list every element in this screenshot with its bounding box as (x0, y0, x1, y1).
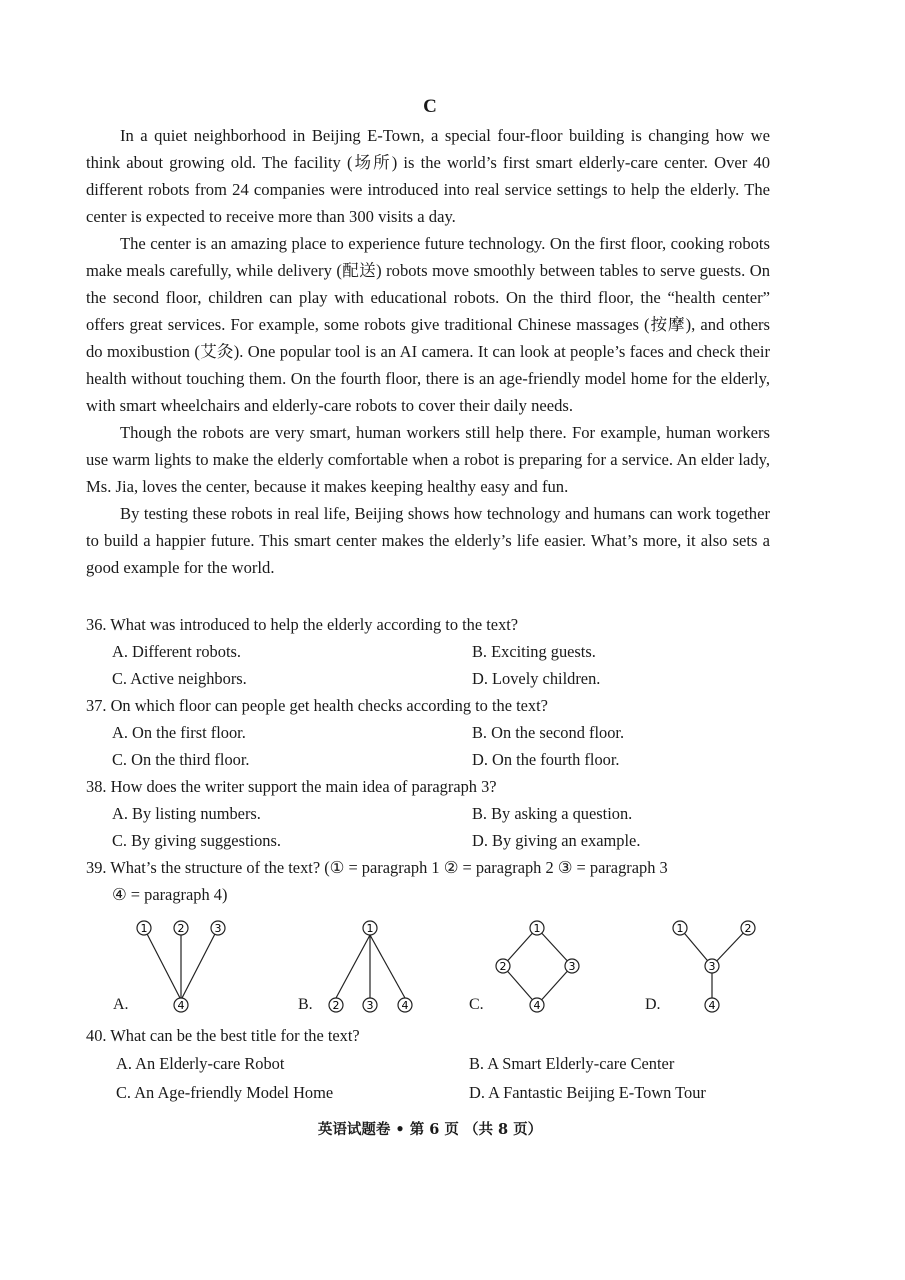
node-4 (705, 998, 719, 1012)
node-3 (211, 921, 225, 935)
question-36-option-b: B. Exciting guests. (472, 642, 596, 661)
diagram-d (668, 915, 768, 1025)
diagram-b-label: B. (298, 996, 313, 1013)
question-37-option-d: D. On the fourth floor. (472, 750, 620, 769)
node-4 (174, 998, 188, 1012)
diagram-b (322, 915, 422, 1025)
svg-text:3: 3 (366, 999, 374, 1012)
node-1 (673, 921, 687, 935)
node-4 (398, 998, 412, 1012)
paragraph-3: Though the robots are very smart, human workers still help there. For example, human workers use warm lights to make the elderly comfortable when a robot is preparing for a service. An elder lady, Ms. Jia, loves the center, because it makes keeping healthy easy and fun. (86, 423, 770, 496)
question-38-option-b: B. By asking a question. (472, 804, 633, 823)
diagram-a-label: A. (113, 996, 129, 1013)
svg-text:1: 1 (533, 922, 541, 935)
question-36-option-d: D. Lovely children. (472, 669, 601, 688)
question-36-option-c: C. Active neighbors. (112, 669, 247, 688)
node-3 (565, 959, 579, 973)
question-37-option-b: B. On the second floor. (472, 723, 625, 742)
svg-text:1: 1 (140, 922, 148, 935)
node-2 (174, 921, 188, 935)
svg-text:4: 4 (177, 999, 185, 1012)
question-38-stem: 38. How does the writer support the main idea of paragraph 3? (86, 777, 497, 796)
question-38-option-c: C. By giving suggestions. (112, 831, 281, 850)
node-3 (363, 998, 377, 1012)
question-37-option-c: C. On the third floor. (112, 750, 250, 769)
diagram-c-label: C. (469, 996, 484, 1013)
question-37-stem: 37. On which floor can people get health checks according to the text? (86, 696, 548, 715)
page-footer: 英语试题卷 • 第 6 页 （共 8 页） (317, 1121, 543, 1138)
svg-text:3: 3 (214, 922, 222, 935)
question-38-option-d: D. By giving an example. (472, 831, 641, 850)
node-2 (496, 959, 510, 973)
question-40-stem: 40. What can be the best title for the text? (86, 1026, 360, 1045)
node-1 (363, 921, 377, 935)
question-40-option-a: A. An Elderly-care Robot (116, 1054, 285, 1073)
svg-text:4: 4 (533, 999, 541, 1012)
question-39-stem-line-1: 39. What’s the structure of the text? (① = paragraph 1 ② = paragraph 2 ③ = paragraph 3 (86, 858, 668, 877)
node-3 (705, 959, 719, 973)
node-2 (329, 998, 343, 1012)
node-1 (137, 921, 151, 935)
diagram-c (490, 915, 590, 1025)
question-39-stem-line-2: ④ = paragraph 4) (112, 885, 228, 904)
question-37-option-a: A. On the first floor. (112, 723, 246, 742)
paragraph-4: By testing these robots in real life, Beijing shows how technology and humans can work together to build a happier future. This smart center makes the elderly’s life easier. What’s more, it also sets a good example for the world. (86, 504, 770, 577)
svg-text:2: 2 (499, 960, 507, 973)
question-38-option-a: A. By listing numbers. (112, 804, 261, 823)
svg-text:1: 1 (676, 922, 684, 935)
section-heading: C (423, 96, 437, 117)
reading-passage (86, 122, 770, 581)
node-1 (530, 921, 544, 935)
svg-text:2: 2 (177, 922, 185, 935)
svg-text:3: 3 (708, 960, 716, 973)
diagram-a (130, 915, 240, 1025)
node-4 (530, 998, 544, 1012)
question-36-option-a: A. Different robots. (112, 642, 241, 661)
question-40-option-b: B. A Smart Elderly-care Center (469, 1054, 675, 1073)
question-40-option-c: C. An Age-friendly Model Home (116, 1083, 334, 1102)
question-36-stem: 36. What was introduced to help the elderly according to the text? (86, 615, 519, 634)
node-2 (741, 921, 755, 935)
svg-text:2: 2 (332, 999, 340, 1012)
paragraph-1: In a quiet neighborhood in Beijing E-Town, a special four-floor building is changing how we think about growing old. The facility (场所) is the world’s first smart elderly-care center. Over 40 different robots from 24 companies were introduced into real service settings to help the elderly. The center is expected to receive more than 300 visits a day. (86, 126, 770, 226)
svg-text:2: 2 (744, 922, 752, 935)
diagram-d-label: D. (645, 996, 661, 1013)
svg-text:3: 3 (568, 960, 576, 973)
svg-text:4: 4 (708, 999, 716, 1012)
paragraph-2: The center is an amazing place to experience future technology. On the first floor, cooking robots make meals carefully, while delivery (配送) robots move smoothly between tables to serve guests. On the second floor, children can play with educational robots. On the third floor, the “health center” offers great services. For example, some robots give traditional Chinese massages (按摩), and others do moxibustion (艾灸). One popular tool is an AI camera. It can look at people’s faces and check their health without touching them. On the fourth floor, there is an age-friendly model home for the elderly, with smart wheelchairs and elderly-care robots to cover their daily needs. (86, 234, 770, 415)
question-40-option-d: D. A Fantastic Beijing E-Town Tour (469, 1083, 706, 1102)
svg-text:1: 1 (366, 922, 374, 935)
svg-text:4: 4 (401, 999, 409, 1012)
